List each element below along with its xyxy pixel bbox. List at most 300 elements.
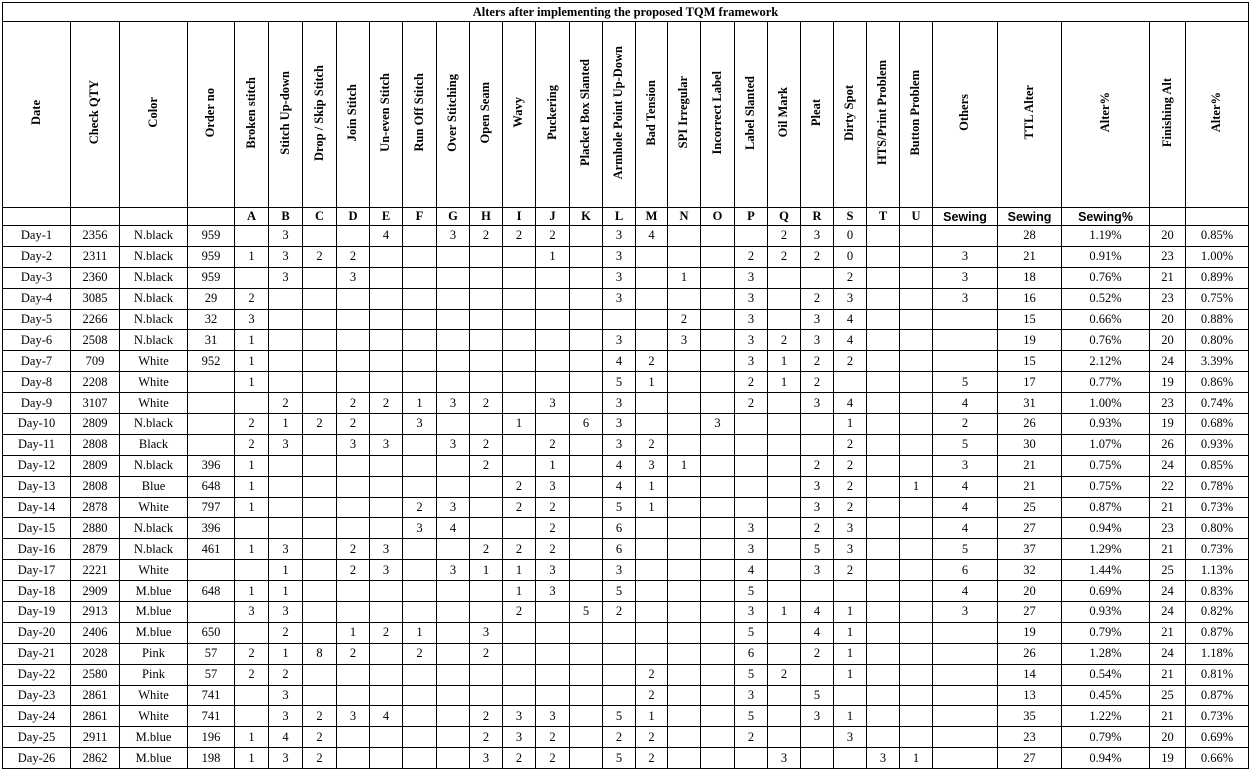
table-cell: M.blue [120,581,188,602]
table-cell: 3 [933,602,998,623]
table-cell: 57 [188,664,235,685]
table-cell [636,246,668,267]
table-cell [701,434,735,455]
table-cell [470,351,503,372]
table-cell [303,622,337,643]
table-cell: 26 [1150,434,1186,455]
table-cell: 3 [269,267,303,288]
table-cell [701,727,735,748]
table-cell [801,267,834,288]
table-cell: 5 [735,622,768,643]
table-cell [370,414,403,435]
table-cell [668,288,701,309]
table-cell: 20 [1150,226,1186,247]
table-cell [701,581,735,602]
table-cell: 3 [437,560,470,581]
column-header-label: Incorrect Label [709,70,724,155]
table-cell [570,393,603,414]
table-cell [403,560,437,581]
table-cell [437,685,470,706]
table-cell: 3 [801,560,834,581]
table-cell: 3 [735,539,768,560]
table-cell: 3 [503,727,536,748]
table-cell: 4 [370,226,403,247]
table-cell: 0.85% [1186,455,1249,476]
table-cell [470,330,503,351]
table-cell: 959 [188,246,235,267]
table-cell [867,560,900,581]
table-cell: 2 [636,664,668,685]
column-header [998,22,1062,208]
table-cell [470,372,503,393]
table-cell: 2 [337,246,370,267]
table-cell [867,330,900,351]
table-cell [735,434,768,455]
table-cell: 3 [933,455,998,476]
table-cell: 1 [235,497,269,518]
column-header-label: Label Slanted [743,75,758,150]
table-cell: 0.45% [1062,685,1150,706]
table-cell: 2 [536,518,570,539]
table-cell [900,706,933,727]
table-cell [437,643,470,664]
table-cell: 2 [269,393,303,414]
column-header-label: Order no [203,87,218,138]
table-cell: 0.87% [1186,622,1249,643]
table-cell [801,748,834,769]
table-cell: 3 [801,309,834,330]
table-row [3,706,1249,727]
column-header [735,22,768,208]
table-cell: 196 [188,727,235,748]
table-cell: 2 [235,434,269,455]
table-cell [867,622,900,643]
table-cell: 0.85% [1186,226,1249,247]
table-row [3,434,1249,455]
table-cell: 648 [188,476,235,497]
table-cell: 0.73% [1186,539,1249,560]
table-cell: 5 [603,372,636,393]
table-cell: 21 [1150,706,1186,727]
table-cell: 31 [188,330,235,351]
table-cell [437,246,470,267]
table-cell: 21 [1150,539,1186,560]
column-header [1186,22,1249,208]
table-cell: 3 [701,414,735,435]
table-cell [900,330,933,351]
column-header [120,22,188,208]
table-cell: 8 [303,643,337,664]
table-cell: M.blue [120,727,188,748]
table-cell: 2580 [71,664,120,685]
table-cell [668,622,701,643]
table-cell: 6 [603,539,636,560]
table-cell: N.black [120,309,188,330]
table-cell: 2 [403,643,437,664]
table-cell [701,518,735,539]
table-cell: 2 [801,351,834,372]
table-cell [768,539,801,560]
table-row [3,455,1249,476]
table-cell: 1 [768,351,801,372]
table-cell: 0.75% [1062,455,1150,476]
table-cell [370,372,403,393]
table-cell: 2862 [71,748,120,769]
table-cell [403,267,437,288]
table-cell: 15 [998,351,1062,372]
table-cell: Day-10 [3,414,71,435]
table-cell: N.black [120,267,188,288]
column-header [701,22,735,208]
table-cell [337,581,370,602]
table-cell: 2880 [71,518,120,539]
table-cell: 2 [235,414,269,435]
table-cell: 2 [337,393,370,414]
table-cell: 0.76% [1062,330,1150,351]
table-cell [701,476,735,497]
table-cell [701,685,735,706]
table-cell: 1 [235,727,269,748]
table-cell [701,393,735,414]
table-cell: 5 [603,748,636,769]
column-code: M [636,208,668,226]
table-cell: 3 [801,330,834,351]
table-cell [834,372,867,393]
table-cell: 3 [603,560,636,581]
table-cell: 22 [1150,476,1186,497]
table-cell [701,560,735,581]
table-cell: 1.44% [1062,560,1150,581]
column-header [801,22,834,208]
table-cell [603,643,636,664]
table-cell [701,706,735,727]
table-cell: 2 [768,330,801,351]
column-header [71,22,120,208]
table-cell [470,581,503,602]
table-cell: 1 [470,560,503,581]
table-cell [801,727,834,748]
table-cell: 4 [370,706,403,727]
table-row [3,622,1249,643]
table-cell: 741 [188,685,235,706]
table-cell: 0.94% [1062,518,1150,539]
table-cell: 1 [636,497,668,518]
table-cell: 2 [235,664,269,685]
table-cell [470,518,503,539]
table-cell: 1 [403,393,437,414]
table-cell: 2861 [71,685,120,706]
table-row [3,393,1249,414]
table-cell [867,602,900,623]
table-cell [570,643,603,664]
table-cell [900,226,933,247]
table-cell: 0.75% [1186,288,1249,309]
table-cell: 2 [834,267,867,288]
table-cell [701,288,735,309]
table-cell [701,602,735,623]
table-cell: 2 [303,748,337,769]
table-cell: 2 [269,622,303,643]
table-cell: 20 [1150,330,1186,351]
table-cell: 959 [188,226,235,247]
table-cell: 1 [235,372,269,393]
table-cell: 0.69% [1062,581,1150,602]
table-cell: 0.88% [1186,309,1249,330]
table-cell: 25 [1150,560,1186,581]
table-cell: 1 [536,246,570,267]
table-cell [269,330,303,351]
column-header-label: Armhole Point Up-Down [611,45,626,180]
table-cell [337,288,370,309]
table-cell [437,267,470,288]
table-cell: 2 [801,455,834,476]
table-cell: 4 [437,518,470,539]
column-header [536,22,570,208]
table-cell [303,602,337,623]
table-cell [668,497,701,518]
column-code: A [235,208,269,226]
table-cell: 3 [735,288,768,309]
table-cell: 3 [403,414,437,435]
table-cell [900,455,933,476]
table-cell: 4 [933,393,998,414]
table-cell: Day-21 [3,643,71,664]
table-cell [900,581,933,602]
table-cell [303,434,337,455]
table-row [3,664,1249,685]
table-cell: 4 [933,497,998,518]
table-cell: 14 [998,664,1062,685]
table-cell [437,372,470,393]
table-cell: 2 [768,226,801,247]
column-code-row [3,208,1249,226]
table-cell: Black [120,434,188,455]
table-cell: 27 [998,518,1062,539]
table-cell: 0.66% [1186,748,1249,769]
table-cell: 6 [735,643,768,664]
table-row [3,330,1249,351]
table-cell: 4 [269,727,303,748]
table-cell [470,414,503,435]
table-cell: 3 [536,581,570,602]
table-cell: Day-3 [3,267,71,288]
table-cell: 648 [188,581,235,602]
table-cell [735,748,768,769]
table-cell: 21 [1150,267,1186,288]
table-cell: 3 [834,727,867,748]
table-cell [834,685,867,706]
column-header-label: Un-even Stitch [378,73,393,152]
table-cell [337,497,370,518]
table-cell [570,748,603,769]
table-cell [503,351,536,372]
table-row [3,581,1249,602]
table-cell: Day-13 [3,476,71,497]
table-cell: 3 [834,518,867,539]
table-cell [636,622,668,643]
column-header-label: Run Off Stitch [411,73,426,152]
table-cell: 3 [403,518,437,539]
table-cell [668,539,701,560]
table-cell [370,581,403,602]
table-cell [188,434,235,455]
table-cell [768,476,801,497]
table-cell [900,309,933,330]
table-cell: 2 [636,748,668,769]
table-cell [867,267,900,288]
table-cell [768,497,801,518]
table-cell: 0.66% [1062,309,1150,330]
table-cell: 3 [603,288,636,309]
table-cell [867,581,900,602]
table-cell: 1 [503,581,536,602]
column-code: U [900,208,933,226]
table-cell: 3 [603,246,636,267]
table-cell: White [120,372,188,393]
table-cell: 2809 [71,455,120,476]
table-cell: 2 [403,497,437,518]
table-cell [437,476,470,497]
table-cell: 2 [337,414,370,435]
table-cell: 21 [998,246,1062,267]
table-cell: 0.86% [1186,372,1249,393]
table-cell: 0.74% [1186,393,1249,414]
table-cell: 2 [337,643,370,664]
table-cell: 1.28% [1062,643,1150,664]
table-cell: 29 [188,288,235,309]
table-cell: 1 [269,581,303,602]
table-cell: 1 [834,414,867,435]
table-cell [403,351,437,372]
column-code: B [269,208,303,226]
table-cell [536,267,570,288]
table-cell: 0.73% [1186,497,1249,518]
table-cell: Day-7 [3,351,71,372]
column-header-label: Drop / Skip Stitch [311,64,326,161]
table-cell [701,664,735,685]
table-cell [403,706,437,727]
table-cell [235,622,269,643]
table-cell: 27 [998,748,1062,769]
table-cell [403,748,437,769]
table-cell: 1 [269,560,303,581]
table-cell [867,372,900,393]
table-cell: 3 [735,267,768,288]
table-cell [536,351,570,372]
table-cell: 5 [603,581,636,602]
table-cell [900,351,933,372]
table-cell: 3 [801,706,834,727]
table-cell: 1 [636,476,668,497]
table-cell: 3 [536,706,570,727]
table-cell [570,476,603,497]
table-cell [269,288,303,309]
table-cell: 3 [437,226,470,247]
table-cell: 3 [834,288,867,309]
table-cell: 0.83% [1186,581,1249,602]
table-cell [370,476,403,497]
table-cell [337,748,370,769]
table-cell [570,685,603,706]
table-cell [370,664,403,685]
table-cell: 0.69% [1186,727,1249,748]
table-cell: 0.87% [1186,685,1249,706]
table-cell: 15 [998,309,1062,330]
table-cell: 5 [933,539,998,560]
table-cell: 741 [188,706,235,727]
table-cell [636,288,668,309]
column-header [933,22,998,208]
table-cell: Day-20 [3,622,71,643]
table-cell: 2 [735,393,768,414]
table-cell [801,664,834,685]
column-header-label: Join Stitch [345,83,360,142]
table-cell: White [120,706,188,727]
table-cell: 4 [933,581,998,602]
column-code: D [337,208,370,226]
table-cell: 2 [503,476,536,497]
table-cell [668,476,701,497]
table-cell [570,539,603,560]
table-cell [701,267,735,288]
table-cell [403,476,437,497]
table-cell [437,330,470,351]
table-cell: 2 [636,685,668,706]
table-cell: 18 [998,267,1062,288]
table-cell: 23 [1150,246,1186,267]
table-cell: 2808 [71,434,120,455]
table-row [3,372,1249,393]
table-row [3,351,1249,372]
table-row [3,309,1249,330]
table-cell [437,622,470,643]
table-cell: 1 [900,748,933,769]
table-cell [503,664,536,685]
table-cell: 2 [370,622,403,643]
table-body [3,226,1249,769]
table-cell: 1 [668,267,701,288]
table-cell: 2356 [71,226,120,247]
table-cell: 6 [603,518,636,539]
table-cell [867,664,900,685]
table-cell: 4 [933,518,998,539]
column-code: K [570,208,603,226]
column-code: I [503,208,536,226]
table-cell: 30 [998,434,1062,455]
table-cell: Day-15 [3,518,71,539]
table-cell [269,309,303,330]
table-row [3,560,1249,581]
table-cell: Day-25 [3,727,71,748]
table-cell [636,330,668,351]
table-cell: 2 [536,434,570,455]
table-cell [235,518,269,539]
table-cell: 1 [503,560,536,581]
table-cell [337,602,370,623]
table-cell [668,226,701,247]
table-cell [536,602,570,623]
column-header [900,22,933,208]
table-cell: 2 [370,393,403,414]
table-cell: 1.00% [1186,246,1249,267]
table-cell: 709 [71,351,120,372]
table-cell [370,288,403,309]
table-cell: 1 [503,414,536,435]
column-header-label: Puckering [544,85,559,140]
table-cell: 1.07% [1062,434,1150,455]
table-cell: 3 [668,330,701,351]
table-cell [370,643,403,664]
